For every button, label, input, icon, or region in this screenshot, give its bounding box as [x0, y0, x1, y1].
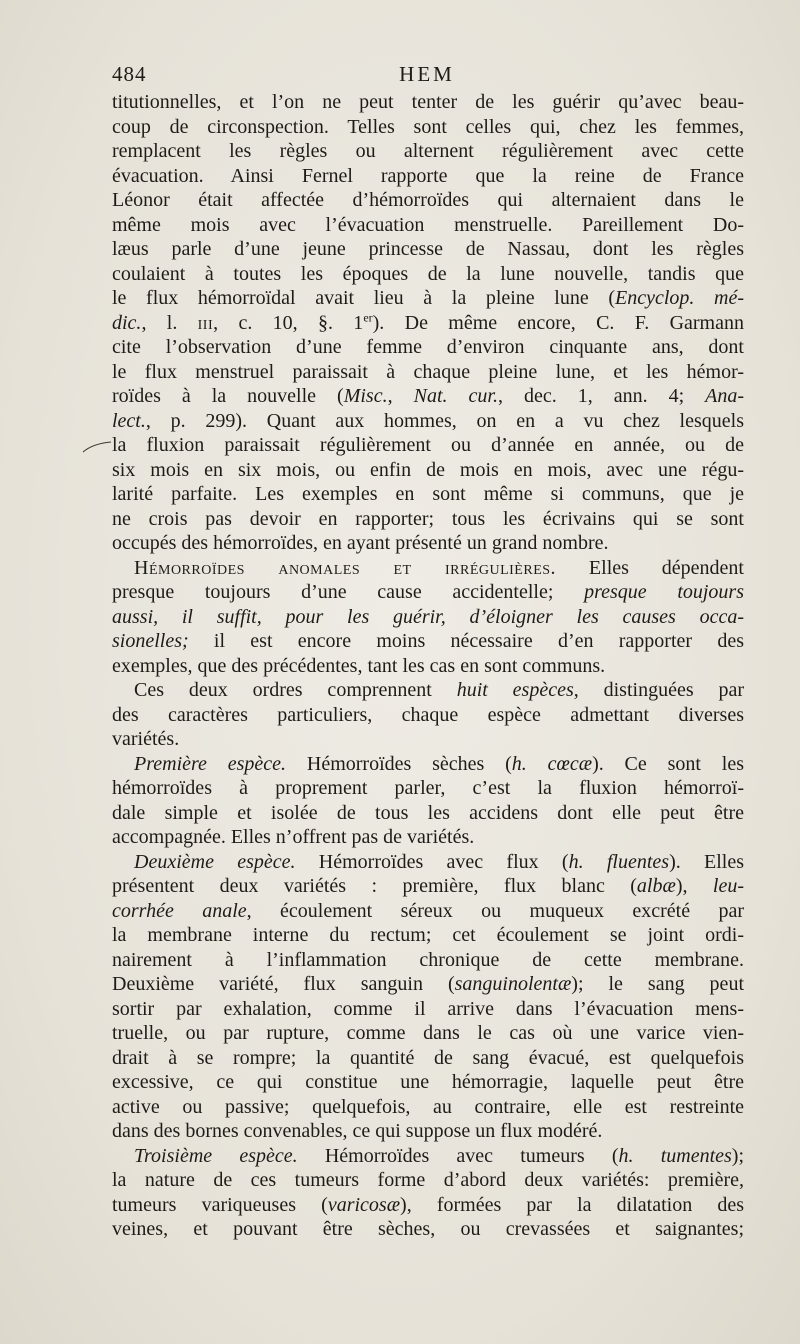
text-line — [112, 507, 744, 532]
text-run: hémorroïdes à proprement parler, c’est la fluxion hémorroï- — [112, 777, 744, 799]
text-run: Hémorroïdes avec flux ( — [295, 850, 569, 873]
text-line — [112, 188, 744, 213]
text-line — [112, 90, 744, 115]
text-run: Hémorroïdes avec tumeurs ( — [297, 1144, 619, 1167]
text-line — [112, 776, 744, 801]
italic-run: corrhée anale — [112, 899, 247, 922]
text-line — [112, 948, 744, 973]
text-line — [112, 1021, 744, 1046]
italic-run: h. cœcæ — [511, 752, 593, 775]
text-run: presque toujours d’une cause accidentelle; — [112, 581, 585, 603]
text-line — [112, 335, 744, 360]
italic-run: leu- — [712, 875, 744, 897]
text-line — [112, 997, 744, 1022]
text-run: ); — [731, 1144, 744, 1167]
superscript-run: er — [363, 310, 373, 324]
smallcaps-run: Hémorroïdes anomales et irrégulières. — [134, 556, 557, 579]
text-run: , — [387, 385, 414, 407]
text-run: titutionnelles, et l’on ne peut tenter de les guérir qu’avec beau- — [112, 91, 744, 113]
text-run: drait à se rompre; la quantité de sang évacué, est quelquefois — [112, 1046, 744, 1069]
page-number: 484 — [112, 62, 147, 86]
text-run: variétés. — [112, 728, 180, 750]
text-line — [112, 899, 744, 924]
text-run: , l. — [141, 311, 198, 334]
text-run: Ces deux ordres comprennent — [134, 679, 457, 701]
text-run: exemples, que des précédentes, tant les cas en sont communs. — [112, 654, 606, 677]
text-line — [112, 727, 744, 752]
body-text — [112, 90, 744, 1242]
text-run: active ou passive; quelquefois, au contraire, elle est restreinte — [112, 1095, 744, 1118]
text-run: ne crois pas devoir en rapporter; tous les écrivains qui se sont — [112, 507, 744, 530]
italic-run: varicosæ — [327, 1193, 401, 1216]
text-run: nairement à l’inflammation chronique de cette membrane. — [112, 948, 744, 971]
text-run: le flux hémorroïdal avait lieu à la pleine lune ( — [112, 287, 615, 309]
text-run: dale simple et isolée de tous les accidens dont elle peut être — [112, 801, 744, 824]
italic-run: dic. — [112, 311, 142, 334]
text-run: ). Elles — [669, 850, 744, 873]
text-run: Deuxième variété, flux sanguin ( — [112, 973, 455, 995]
text-run: sortir par exhalation, comme il arrive dans l’évacuation mens- — [112, 997, 744, 1020]
running-head: HEM — [399, 62, 455, 86]
text-run: Léonor était affectée d’hémorroïdes qui alternaient dans le — [112, 189, 744, 211]
text-run: Hémorroïdes sèches ( — [286, 752, 512, 775]
text-line — [112, 237, 744, 262]
text-line — [112, 678, 744, 703]
text-run: , dec. 1, ann. 4; — [497, 385, 706, 407]
text-line — [112, 874, 744, 899]
margin-pencil-mark — [82, 434, 112, 458]
text-run: truelle, ou par rupture, comme dans le cas où une varice vien- — [112, 1022, 744, 1044]
text-run: la fluxion paraissait régulièrement ou d’année en année, ou de — [112, 434, 744, 456]
italic-run: albæ — [636, 875, 676, 897]
italic-run: sionelles; — [112, 630, 189, 652]
text-run: læus parle d’une jeune princesse de Nassau, dont les règles — [112, 238, 744, 260]
italic-run: Troisième espèce. — [134, 1144, 298, 1167]
text-line — [112, 825, 744, 850]
text-run: présentent deux variétés : première, flux blanc ( — [112, 875, 637, 897]
text-run: dans des bornes convenables, ce qui suppose un flux modéré. — [112, 1120, 603, 1142]
text-line — [112, 1046, 744, 1071]
text-run: , écoulement séreux ou muqueux excrété par — [246, 899, 744, 922]
text-run: coulaient à toutes les époques de la lune nouvelle, tandis que — [112, 262, 744, 285]
text-line — [112, 703, 744, 728]
text-run: occupés des hémorroïdes, en ayant présenté un grand nombre. — [112, 532, 609, 554]
text-run: évacuation. Ainsi Fernel rapporte que la reine de France — [112, 164, 744, 187]
text-run: ), formées par la dilatation des — [400, 1193, 744, 1216]
text-run: ). Ce sont les — [592, 752, 744, 775]
text-run: tumeurs variqueuses ( — [112, 1193, 328, 1216]
text-line — [112, 654, 744, 679]
text-run: excessive, ce qui constitue une hémorragie, laquelle peut être — [112, 1071, 744, 1093]
italic-run: Première espèce. — [134, 752, 287, 775]
text-line — [112, 850, 744, 875]
text-line — [112, 1193, 744, 1218]
italic-run: Nat. cur. — [413, 385, 498, 407]
text-line — [112, 1095, 744, 1120]
text-run: accompagnée. Elles n’offrent pas de variétés. — [112, 826, 475, 848]
text-line — [112, 164, 744, 189]
text-run: il est encore moins nécessaire d’en rapporter des — [188, 630, 744, 652]
text-run: coup de circonspection. Telles sont celles qui, chez les femmes, — [112, 115, 744, 138]
text-run: la nature de ces tumeurs forme d’abord deux variétés: première, — [112, 1169, 744, 1191]
text-line — [112, 262, 744, 287]
text-run: cite l’observation d’une femme d’environ cinquante ans, dont — [112, 336, 744, 358]
text-line — [112, 531, 744, 556]
text-line — [112, 311, 744, 336]
text-run: Elles dépendent — [556, 556, 744, 579]
text-run: ), — [675, 875, 713, 897]
text-run: , p. 299). Quant aux hommes, on en a vu chez lesquels — [145, 409, 744, 432]
text-line — [112, 556, 744, 581]
text-line — [112, 1168, 744, 1193]
italic-run: Deuxième espèce. — [134, 850, 296, 873]
italic-run: Encyclop. mé- — [615, 287, 744, 309]
italic-run: h. fluentes — [568, 850, 670, 873]
text-run: veines, et pouvant être sèches, ou crevassées et saignantes; — [112, 1218, 744, 1240]
text-run: le flux menstruel paraissait à chaque pleine lune, et les hémor- — [112, 360, 744, 383]
text-line — [112, 923, 744, 948]
text-run: ). De même encore, C. F. Garmann — [372, 311, 744, 334]
text-line — [112, 360, 744, 385]
text-run: roïdes à la nouvelle ( — [112, 385, 344, 407]
text-line — [112, 972, 744, 997]
italic-run: lect. — [112, 409, 146, 432]
text-line — [112, 1119, 744, 1144]
italic-run: h. tumentes — [618, 1144, 732, 1167]
text-line — [112, 458, 744, 483]
text-line — [112, 213, 744, 238]
text-run: ); le sang peut — [571, 973, 744, 995]
text-line — [112, 1217, 744, 1242]
text-line — [112, 1070, 744, 1095]
text-run: la membrane interne du rectum; cet écoulement se joint ordi- — [112, 924, 744, 946]
italic-run: huit espèces — [456, 679, 574, 701]
text-line — [112, 115, 744, 140]
text-line — [112, 1144, 744, 1169]
text-line — [112, 482, 744, 507]
smallcaps-run: iii — [197, 311, 214, 334]
text-run: des caractères particuliers, chaque espèce admettant diverses — [112, 703, 744, 726]
text-run: remplacent les règles ou alternent régulièrement avec cette — [112, 140, 744, 162]
text-line — [112, 605, 744, 630]
italic-run: aussi, il suffit, pour les guérir, d’éloigner les causes occa- — [112, 605, 744, 628]
text-line — [112, 752, 744, 777]
text-line — [112, 580, 744, 605]
text-run: six mois en six mois, ou enfin de mois en mois, avec une régu- — [112, 458, 744, 481]
text-line — [112, 433, 744, 458]
text-line — [112, 629, 744, 654]
text-run: , distinguées par — [573, 679, 744, 701]
text-line — [112, 409, 744, 434]
italic-run: Misc. — [343, 385, 388, 407]
text-line — [112, 139, 744, 164]
italic-run: Ana- — [705, 385, 744, 407]
italic-run: sanguinolentæ — [454, 973, 572, 995]
text-line — [112, 286, 744, 311]
italic-run: presque toujours — [584, 581, 744, 603]
text-run: même mois avec l’évacuation menstruelle. Pareillement Do- — [112, 213, 744, 236]
text-run: , c. 10, §. 1 — [213, 311, 364, 334]
text-line — [112, 384, 744, 409]
text-line — [112, 801, 744, 826]
page-header — [112, 62, 742, 88]
text-run: larité parfaite. Les exemples en sont même si communs, que je — [112, 483, 744, 505]
